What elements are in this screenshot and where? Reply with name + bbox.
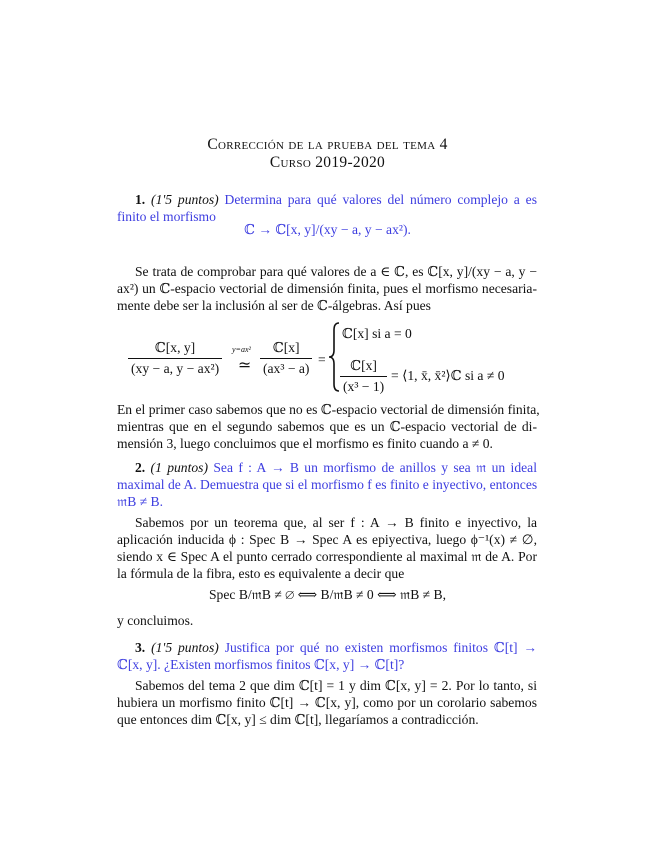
problem-3-statement-text: Justifica por qué no existen morfismos finitos ℂ[t] →: [224, 640, 537, 655]
problem-1-number: 1.: [135, 192, 146, 207]
problem-1-statement-text: Determina para qué valores del número complejo a es: [224, 192, 537, 207]
equation-iso-symbol: ≃: [238, 357, 252, 374]
equation-case-1: ℂ[x] si a = 0: [342, 326, 412, 341]
problem-2-number: 2.: [135, 460, 146, 475]
problem-2-statement-line-2: maximal de A. Demuestra que si el morfismo f es finito e inyectivo, entonces: [117, 477, 538, 492]
problem-2-solution-line-3: siendo x ∈ Spec A el punto cerrado correspondiente al maximal 𝔪 de A. Por: [117, 549, 537, 564]
problem-2-solution-line-1: Sabemos por un teorema que, al ser f : A → B finito e inyectivo, la: [135, 515, 537, 530]
problem-1-statement-line-1: [117, 192, 537, 208]
equation-iso-label: y=ax²: [232, 345, 251, 354]
problem-2-points: (1 puntos): [150, 460, 208, 475]
problem-1-after-line-3: mensión 3, luego concluimos que el morfismo es finito cuando a ≠ 0.: [117, 436, 493, 451]
equation-equals: =: [318, 352, 326, 367]
problem-2-statement-text: Sea f : A → B un morfismo de anillos y sea 𝔪 un ideal: [213, 460, 537, 475]
problem-2-statement-line-1: [117, 460, 537, 476]
equation-case-2-fraction: $\frac{\text{ℂ[x]}}{\text{(x³ − 1)}}$: [340, 358, 387, 395]
problem-3-statement-line-2: ℂ[x, y]. ¿Existen morfismos finitos ℂ[x, y] → ℂ[t]?: [117, 657, 405, 672]
problem-1-after-line-1: En el primer caso sabemos que no es ℂ-espacio vectorial de dimensión finita,: [117, 402, 540, 417]
document-title: Corrección de la prueba del tema 4: [207, 136, 448, 153]
problem-1-solution-line-2: ax²) un ℂ-espacio vectorial de dimensión finita, pues el morfismo necesaria-: [117, 281, 537, 296]
problem-3-solution-line-2: hubiera un morfismo finito ℂ[t] → ℂ[x, y], como por un corolario sabemos: [117, 695, 537, 710]
equation-fraction-2: $\frac{\text{ℂ[x]}}{\text{(ax³ − a)}}$: [260, 340, 312, 377]
problem-1-points: (1'5 puntos): [151, 192, 219, 207]
problem-3-solution-line-3: que entonces dim ℂ[x, y] ≤ dim ℂ[t], llegaríamos a contradicción.: [117, 712, 479, 727]
problem-2-solution-line-2: aplicación inducida ϕ : Spec B → Spec A es epiyectiva, luego ϕ⁻¹(x) ≠ ∅,: [117, 532, 537, 547]
problem-1-statement-formula: ℂ → ℂ[x, y]/(xy − a, y − ax²).: [244, 222, 411, 237]
problem-2-solution-line-4: la fórmula de la fibra, esto es equivalente a decir que: [117, 566, 405, 581]
problem-3-solution-line-1: Sabemos del tema 2 que dim ℂ[t] = 1 y dim ℂ[x, y] = 2. Por lo tanto, si: [135, 678, 537, 693]
problem-3-points: (1'5 puntos): [151, 640, 219, 655]
problem-3-number: 3.: [135, 640, 146, 655]
problem-1-solution-line-3: mente debe ser la inclusión al ser de ℂ-álgebras. Así pues: [117, 298, 431, 313]
problem-2-conclusion: y concluimos.: [117, 613, 194, 628]
problem-1-statement-line-2: finito el morfismo: [117, 209, 216, 224]
problem-3-statement-line-1: [117, 640, 537, 656]
problem-2-formula: Spec B/𝔪B ≠ ∅ ⟺ B/𝔪B ≠ 0 ⟺ 𝔪B ≠ B,: [209, 587, 446, 602]
document-subtitle: Curso 2019-2020: [269, 154, 386, 171]
problem-1-solution-line-1: Se trata de comprobar para qué valores de a ∈ ℂ, es ℂ[x, y]/(xy − a, y −: [135, 264, 537, 279]
equation-fraction-1: $\frac{\text{ℂ[x, y]}}{\text{(xy − a, y − ax²)}}$: [128, 340, 222, 377]
equation-case-2-result: = ⟨1, x̄, x̄²⟩ℂ si a ≠ 0: [391, 368, 505, 383]
problem-2-statement-line-3: 𝔪B ≠ B.: [117, 494, 164, 509]
problem-1-after-line-2: mientras que en el segundo sabemos que es un ℂ-espacio vectorial de di-: [117, 419, 537, 434]
